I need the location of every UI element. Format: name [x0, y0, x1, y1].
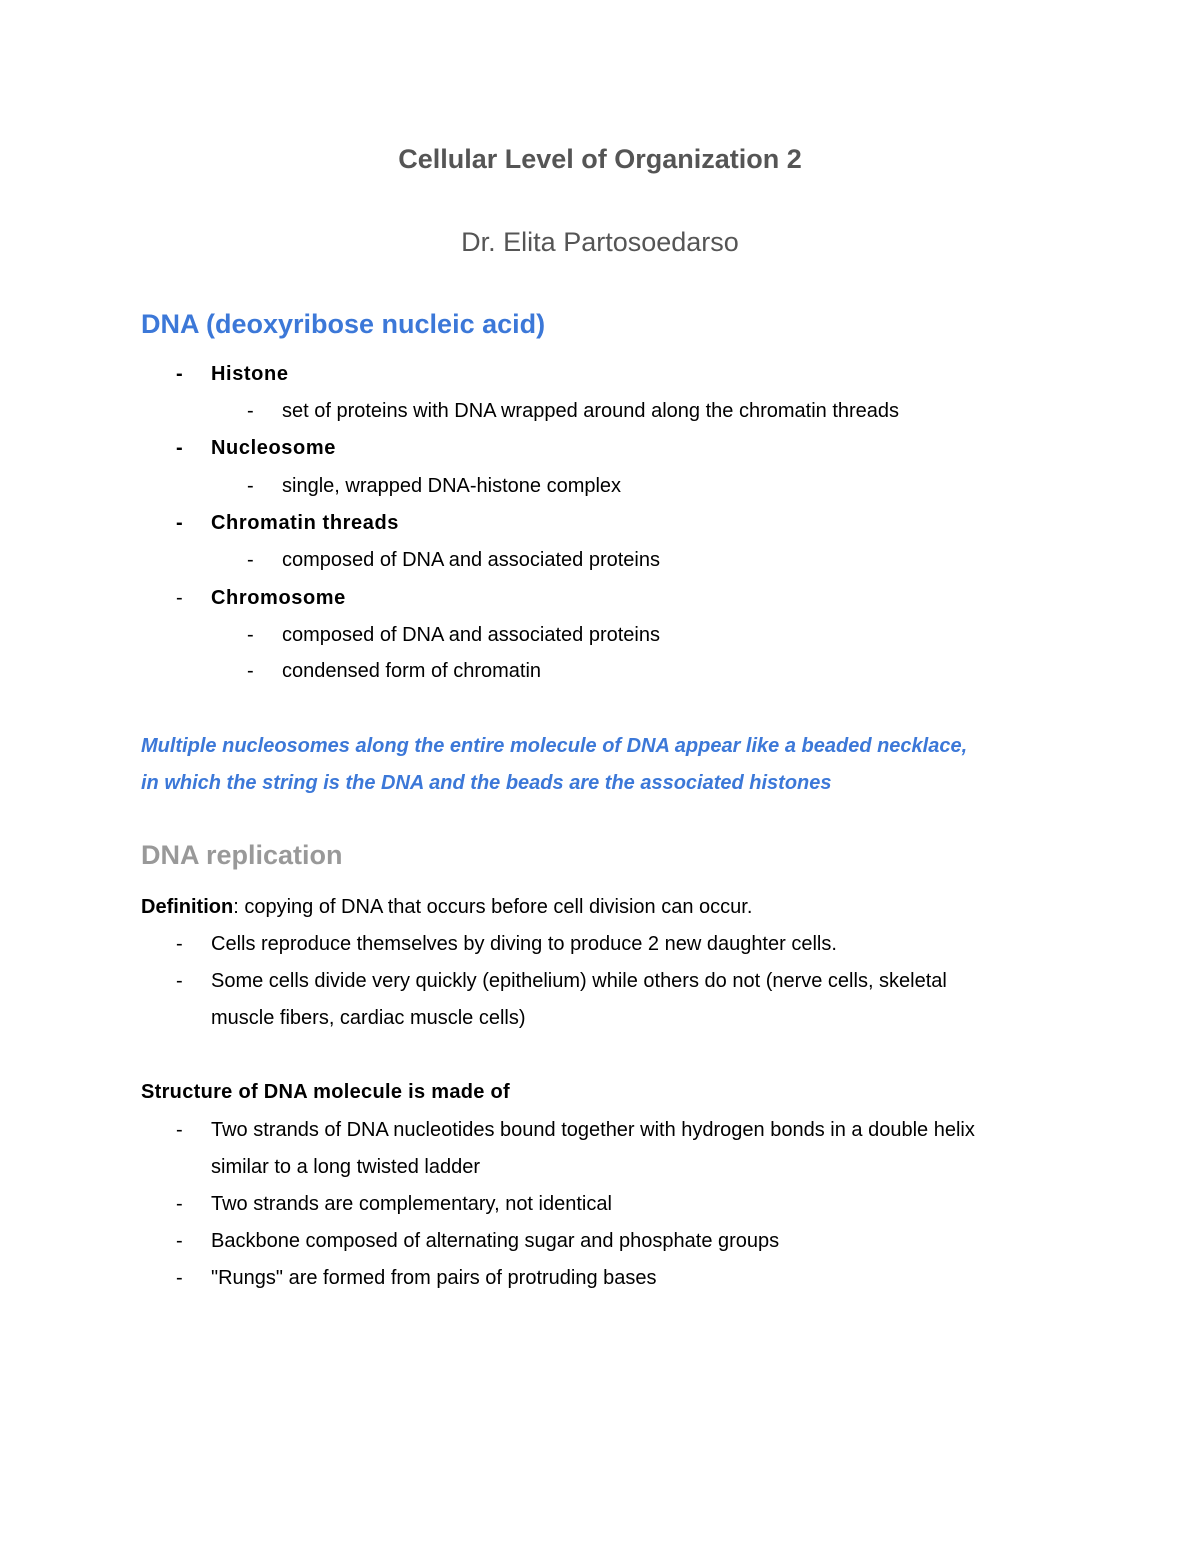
replication-point-2-line-1: Some cells divide very quickly (epithelium) while others do not (nerve cells, skeletal — [211, 970, 947, 992]
structure-heading: Structure of DNA molecule is made of — [141, 1081, 511, 1103]
replication-point-2-line-2: muscle fibers, cardiac muscle cells) — [211, 1007, 526, 1029]
list-bullet: - — [247, 624, 254, 646]
chromosome-definition-1: composed of DNA and associated proteins — [282, 624, 660, 646]
list-bullet: - — [247, 400, 254, 422]
list-bullet: - — [176, 437, 183, 459]
list-bullet: - — [176, 512, 183, 534]
list-bullet: - — [176, 970, 183, 992]
structure-point-3: Backbone composed of alternating sugar and phosphate groups — [211, 1230, 780, 1252]
list-bullet: - — [176, 1267, 183, 1289]
definition-label: Definition — [141, 896, 234, 918]
callout-line-2: in which the string is the DNA and the beads are the associated histones — [141, 772, 832, 794]
list-bullet: - — [176, 1230, 183, 1252]
chromatin-definition: composed of DNA and associated proteins — [282, 549, 660, 571]
section-heading-replication: DNA replication — [141, 840, 343, 870]
list-bullet: - — [247, 475, 254, 497]
list-bullet: - — [176, 587, 183, 609]
list-bullet: - — [176, 933, 183, 955]
term-histone: Histone — [211, 363, 289, 385]
list-bullet: - — [176, 363, 183, 385]
term-chromosome: Chromosome — [211, 587, 346, 609]
structure-point-4: "Rungs" are formed from pairs of protruding bases — [211, 1267, 657, 1289]
structure-point-1-line-2: similar to a long twisted ladder — [211, 1156, 481, 1178]
structure-point-1-line-1: Two strands of DNA nucleotides bound together with hydrogen bonds in a double helix — [211, 1119, 975, 1141]
structure-point-2: Two strands are complementary, not identical — [211, 1193, 612, 1215]
section-heading-dna: DNA (deoxyribose nucleic acid) — [141, 309, 546, 339]
list-bullet: - — [247, 549, 254, 571]
list-bullet: - — [176, 1119, 183, 1141]
definition-line — [141, 893, 752, 921]
list-bullet: - — [176, 1193, 183, 1215]
callout-line-1: Multiple nucleosomes along the entire molecule of DNA appear like a beaded necklace, — [141, 735, 968, 757]
definition-text: : copying of DNA that occurs before cell division can occur. — [233, 896, 753, 918]
document-title: Cellular Level of Organization 2 — [398, 144, 802, 174]
histone-definition: set of proteins with DNA wrapped around along the chromatin threads — [282, 400, 900, 422]
term-nucleosome: Nucleosome — [211, 437, 336, 459]
chromosome-definition-2: condensed form of chromatin — [282, 660, 542, 682]
term-chromatin-threads: Chromatin threads — [211, 512, 400, 534]
list-bullet: - — [247, 660, 254, 682]
nucleosome-definition: single, wrapped DNA-histone complex — [282, 475, 622, 497]
document-author: Dr. Elita Partosoedarso — [461, 227, 739, 257]
replication-point-1: Cells reproduce themselves by diving to produce 2 new daughter cells. — [211, 933, 837, 955]
